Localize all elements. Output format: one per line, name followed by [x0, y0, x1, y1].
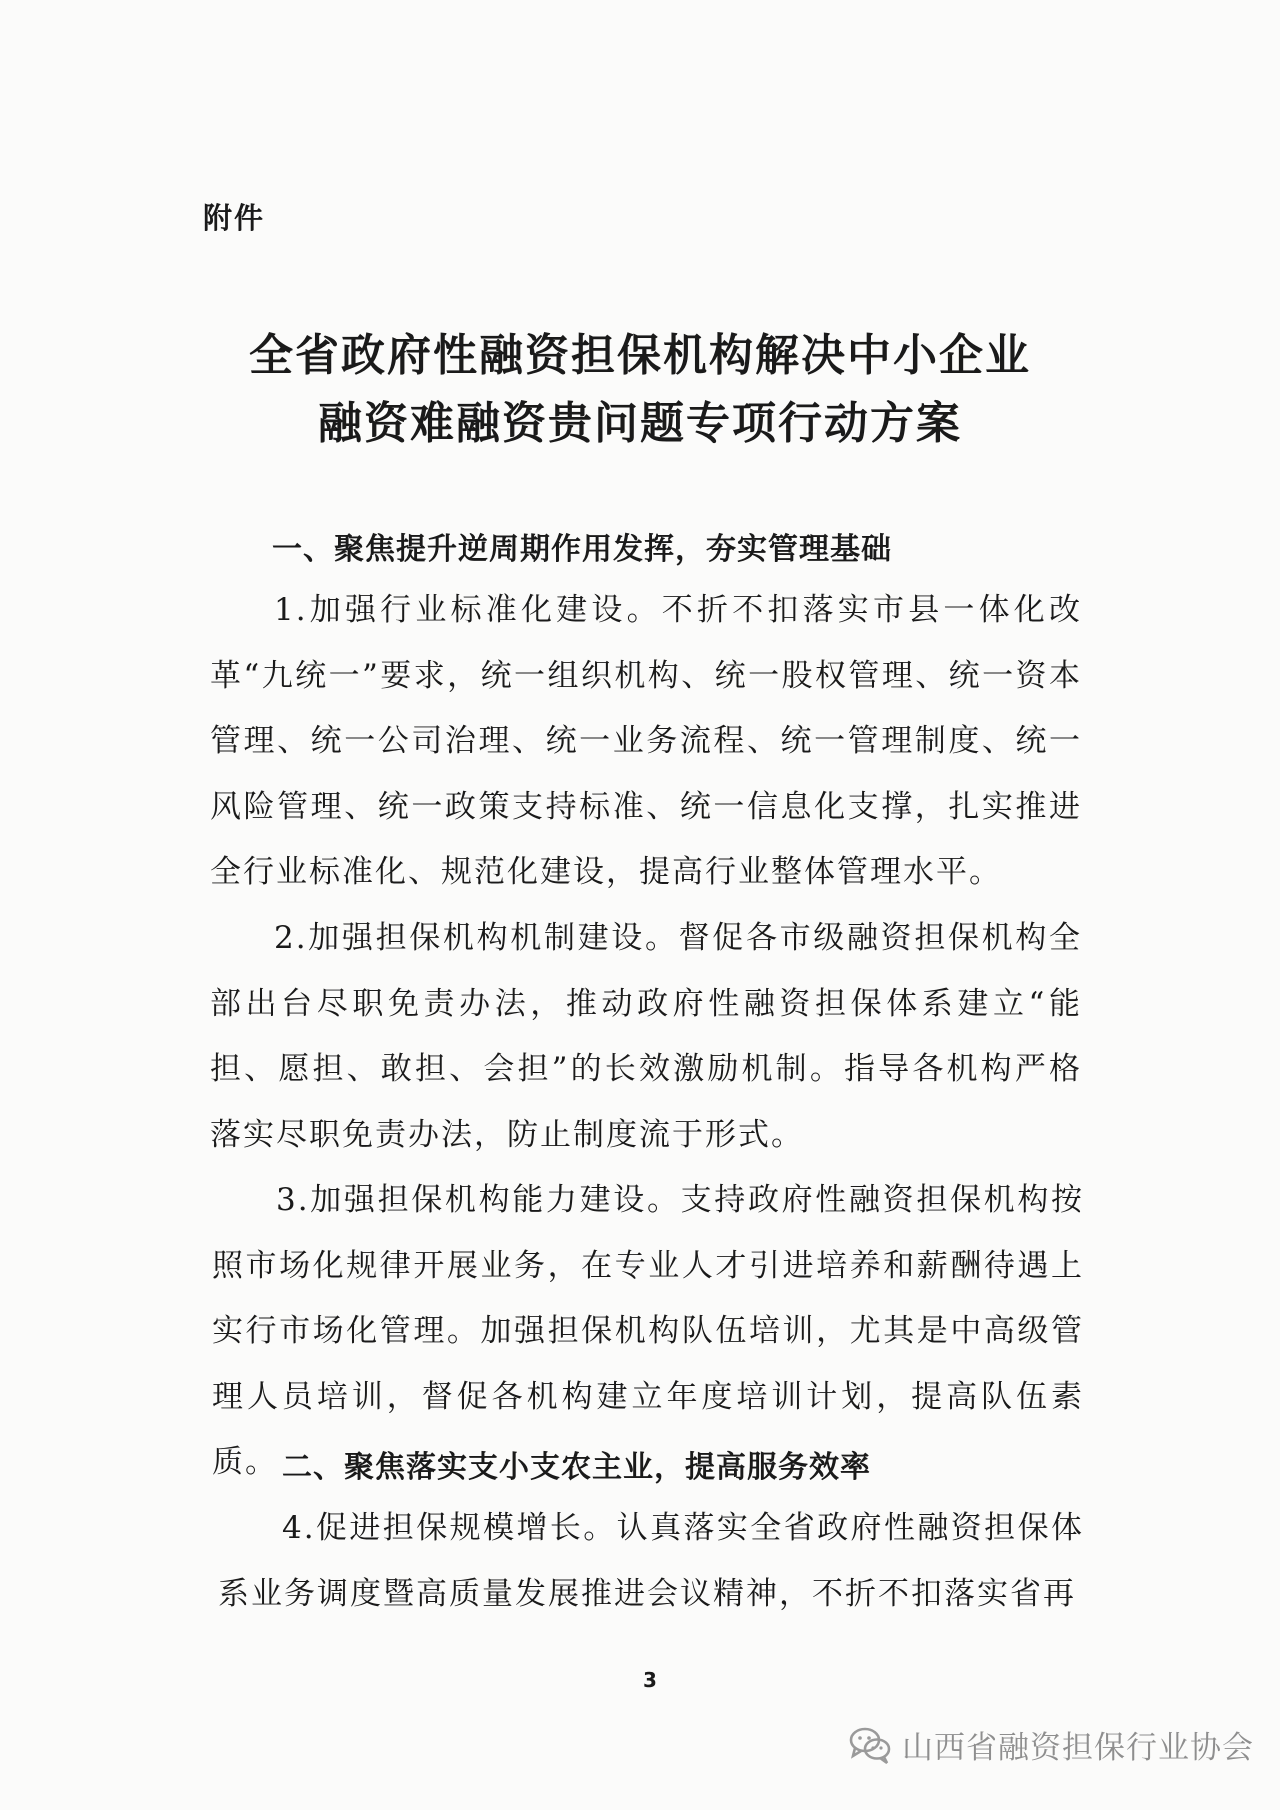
watermark	[848, 1722, 1254, 1767]
document-title-line-2: 融资难融资贵问题专项行动方案	[318, 398, 962, 449]
watermark-text: 山西省融资担保行业协会	[902, 1730, 1254, 1766]
paragraph-item-3: 3.加强担保机构能力建设。支持政府性融资担保机构按照市场化规律开展业务，在专业人才引进培养和薪酬待遇上实行市场化管理。加强担保机构队伍培训，尤其是中高级管理人员培训，督促各机构建立年度培训计划，提高队伍素质。	[212, 1182, 1084, 1480]
page-number: 3	[643, 1668, 657, 1692]
section-1-heading: 一、聚焦提升逆周期作用发挥，夯实管理基础	[272, 532, 892, 567]
paragraph-item-2: 2.加强担保机构机制建设。督促各市级融资担保机构全部出台尽职免责办法，推动政府性融资担保体系建立“能担、愿担、敢担、会担”的长效激励机制。指导各机构严格落实尽职免责办法，防止制度流于形式。	[210, 920, 1082, 1153]
section-2-heading: 二、聚焦落实支小支农主业，提高服务效率	[282, 1450, 871, 1485]
wechat-icon	[848, 1725, 892, 1765]
paragraph-item-4: 4.促进担保规模增长。认真落实全省政府性融资担保体系业务调度暨高质量发展推进会议精神，不折不扣落实省再	[218, 1510, 1084, 1612]
document-title-line-1: 全省政府性融资担保机构解决中小企业	[249, 330, 1031, 381]
paragraph-item-1: 1.加强行业标准化建设。不折不扣落实市县一体化改革“九统一”要求，统一组织机构、统一股权管理、统一资本管理、统一公司治理、统一业务流程、统一管理制度、统一风险管理、统一政策支持标准、统一信息化支撑，扎实推进全行业标准化、规范化建设，提高行业整体管理水平。	[210, 592, 1082, 890]
attachment-label: 附件	[203, 201, 266, 235]
